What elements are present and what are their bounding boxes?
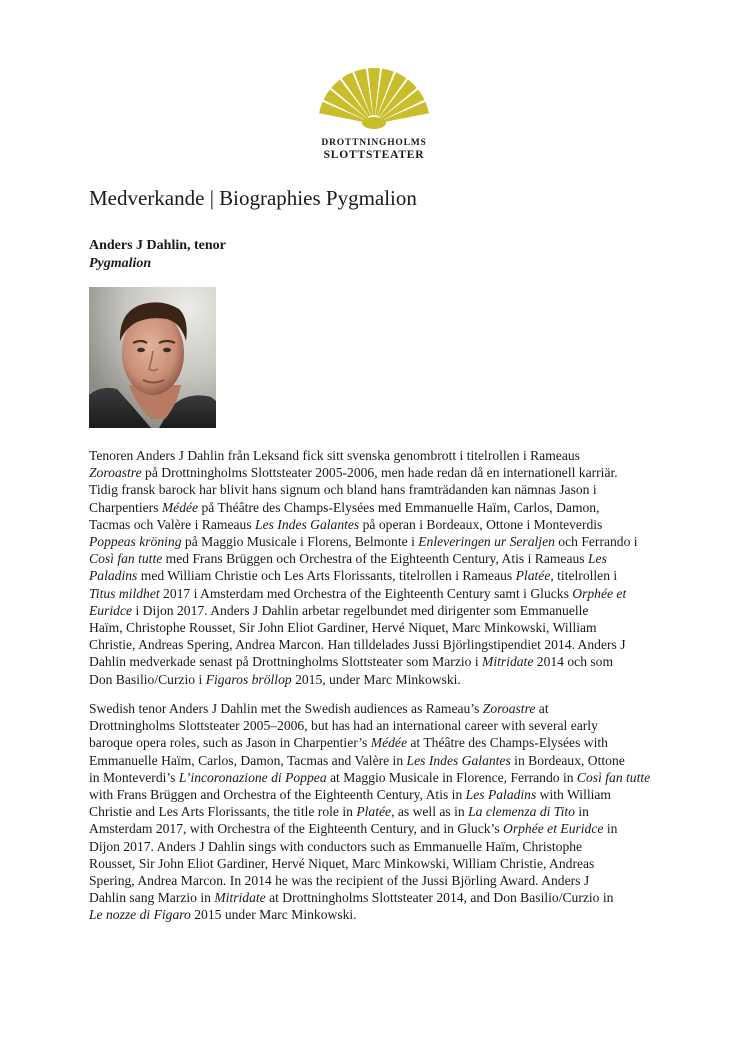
artist-portrait xyxy=(89,287,216,428)
artist-role: Pygmalion xyxy=(89,256,152,271)
text-run: in xyxy=(574,804,589,820)
text-line xyxy=(89,786,665,803)
text-line xyxy=(89,516,665,533)
italic-title: Paladins xyxy=(89,568,138,584)
italic-title: L’incoronazione di Poppea xyxy=(178,769,327,785)
italic-title: Mitridate xyxy=(214,890,266,906)
text-run: Tenoren Anders J Dahlin från Leksand fick sitt svenska genombrott i titelrollen i Rameaus xyxy=(89,448,580,463)
italic-title: Euridce xyxy=(89,602,133,618)
text-run: på Théâtre des Champs-Elysées med Emmanuelle Haïm, Carlos, Damon, xyxy=(198,499,600,515)
text-run: Dahlin medverkade senast på Drottningholms Slottsteater som Marzio i xyxy=(89,654,483,670)
biography-swedish xyxy=(89,447,665,688)
italic-title: Orphée et Euridce xyxy=(503,821,604,837)
text-run: at xyxy=(535,701,549,716)
text-run: Drottningholms Slottsteater 2005–2006, but has had an international career with several early xyxy=(89,718,598,734)
italic-title: Figaros bröllop xyxy=(205,671,292,687)
text-run: på operan i Bordeaux, Ottone i Monteverdis xyxy=(359,516,603,532)
biography-english xyxy=(89,700,665,924)
italic-title: Les Indes Galantes xyxy=(255,516,360,532)
text-line xyxy=(89,653,665,670)
text-run: in xyxy=(603,821,618,837)
text-line xyxy=(89,602,665,619)
italic-title: Orphée et xyxy=(572,585,627,601)
text-line xyxy=(89,481,665,498)
text-run: Dijon 2017. Anders J Dahlin sings with conductors such as Emmanuelle Haïm, Christophe xyxy=(89,838,583,854)
italic-title: Platée xyxy=(356,804,392,820)
text-run: with William xyxy=(536,787,612,803)
italic-title: Platée xyxy=(515,568,551,584)
text-run: in Bordeaux, Ottone xyxy=(510,752,625,768)
italic-title: Le nozze di Figaro xyxy=(89,907,191,923)
text-line xyxy=(89,671,665,688)
text-run: Tidig fransk barock har blivit hans signum och bland hans framträdanden kan nämnas Jason i xyxy=(89,482,597,498)
text-line xyxy=(89,550,665,567)
italic-title: Médée xyxy=(161,499,199,515)
text-line xyxy=(89,447,665,464)
text-line xyxy=(89,464,665,481)
text-run: med William Christie och Les Arts Florissants, titelrollen i Rameaus xyxy=(137,568,516,584)
text-line xyxy=(89,752,665,769)
text-run: Charpentiers xyxy=(89,499,162,515)
text-run: i Dijon 2017. Anders J Dahlin arbetar regelbundet med dirigenter som Emmanuelle xyxy=(132,602,589,618)
italic-title: La clemenza di Tito xyxy=(468,804,575,820)
text-run: at Théâtre des Champs-Elysées with xyxy=(406,735,608,751)
text-run: Haïm, Christophe Rousset, Sir John Eliot Gardiner, Hervé Niquet, Marc Minkowski, William xyxy=(89,620,597,636)
fan-logo-icon xyxy=(318,64,430,130)
italic-title: Zoroastre xyxy=(89,465,142,481)
text-line xyxy=(89,619,665,636)
italic-title: Les xyxy=(587,551,607,567)
text-line xyxy=(89,889,665,906)
italic-title: Così fan tutte xyxy=(576,769,651,785)
text-line xyxy=(89,872,665,889)
text-line xyxy=(89,855,665,872)
text-run: och Ferrando i xyxy=(554,534,638,550)
text-line xyxy=(89,769,665,786)
text-run: at Drottningholms Slottsteater 2014, and Don Basilio/Curzio in xyxy=(265,890,614,906)
text-line xyxy=(89,585,665,602)
text-run: Christie, Andreas Spering, Andrea Marcon. Han tilldelades Jussi Björlingstipendiet 2014. Anders J xyxy=(89,637,626,653)
text-run: Rousset, Sir John Eliot Gardiner, Hervé Niquet, Marc Minkowski, William Christie, Andreas xyxy=(89,855,595,871)
text-run: på Drottningholms Slottsteater 2005-2006, men hade redan då en internationell karriär. xyxy=(141,465,618,481)
text-run: 2017 i Amsterdam med Orchestra of the Eighteenth Century samt i Glucks xyxy=(159,585,573,601)
text-line xyxy=(89,906,665,923)
text-run: at Maggio Musicale in Florence, Ferrando in xyxy=(326,769,577,785)
page-title: Medverkande | Biographies Pygmalion xyxy=(89,186,417,210)
italic-title: Médée xyxy=(370,735,407,751)
text-run: with Frans Brüggen and Orchestra of the Eighteenth Century, Atis in xyxy=(89,787,466,803)
theater-logo xyxy=(318,64,430,161)
text-run: Dahlin sang Marzio in xyxy=(89,890,215,906)
text-run: in Monteverdi’s xyxy=(89,769,179,785)
text-line xyxy=(89,700,665,717)
text-line xyxy=(89,533,665,550)
text-line xyxy=(89,499,665,516)
text-run: 2015, under Marc Minkowski. xyxy=(291,671,461,687)
text-run: 2015 under Marc Minkowski. xyxy=(190,907,357,923)
text-run: med Frans Brüggen och Orchestra of the Eighteenth Century, Atis i Rameaus xyxy=(162,551,588,567)
text-run: Swedish tenor Anders J Dahlin met the Swedish audiences as Rameau’s xyxy=(89,701,483,716)
text-line xyxy=(89,636,665,653)
text-line xyxy=(89,803,665,820)
text-run: 2014 och som xyxy=(533,654,614,670)
text-run: Emmanuelle Haïm, Carlos, Damon, Tacmas and Valère in xyxy=(89,752,407,768)
italic-title: Enleveringen ur Seraljen xyxy=(418,534,555,550)
text-line xyxy=(89,734,665,751)
italic-title: Mitridate xyxy=(482,654,534,670)
logo-text-line1: DROTTNINGHOLMS xyxy=(321,138,427,148)
text-line xyxy=(89,567,665,584)
italic-title: Les Indes Galantes xyxy=(406,752,511,768)
text-run: , titelrollen i xyxy=(550,568,618,584)
italic-title: Zoroastre xyxy=(482,701,536,716)
text-run: , as well as in xyxy=(391,804,469,820)
text-line xyxy=(89,838,665,855)
italic-title: Titus mildhet xyxy=(89,585,160,601)
italic-title: Poppeas kröning xyxy=(89,534,182,550)
text-line xyxy=(89,820,665,837)
text-run: Spering, Andrea Marcon. In 2014 he was the recipient of the Jussi Björling Award. Anders J xyxy=(89,873,590,889)
italic-title: Les Paladins xyxy=(465,787,537,803)
text-run: baroque opera roles, such as Jason in Charpentier’s xyxy=(89,735,371,751)
text-run: Christie and Les Arts Florissants, the title role in xyxy=(89,804,357,820)
text-line xyxy=(89,717,665,734)
logo-text-line2: SLOTTSTEATER xyxy=(323,149,425,161)
text-run: Tacmas och Valère i Rameaus xyxy=(89,516,256,532)
italic-title: Così fan tutte xyxy=(89,551,163,567)
text-run: Amsterdam 2017, with Orchestra of the Eighteenth Century, and in Gluck’s xyxy=(89,821,504,837)
fan-hub xyxy=(362,117,386,129)
text-run: på Maggio Musicale i Florens, Belmonte i xyxy=(181,534,419,550)
text-run: Don Basilio/Curzio i xyxy=(89,671,206,687)
artist-name: Anders J Dahlin, tenor xyxy=(89,238,226,253)
